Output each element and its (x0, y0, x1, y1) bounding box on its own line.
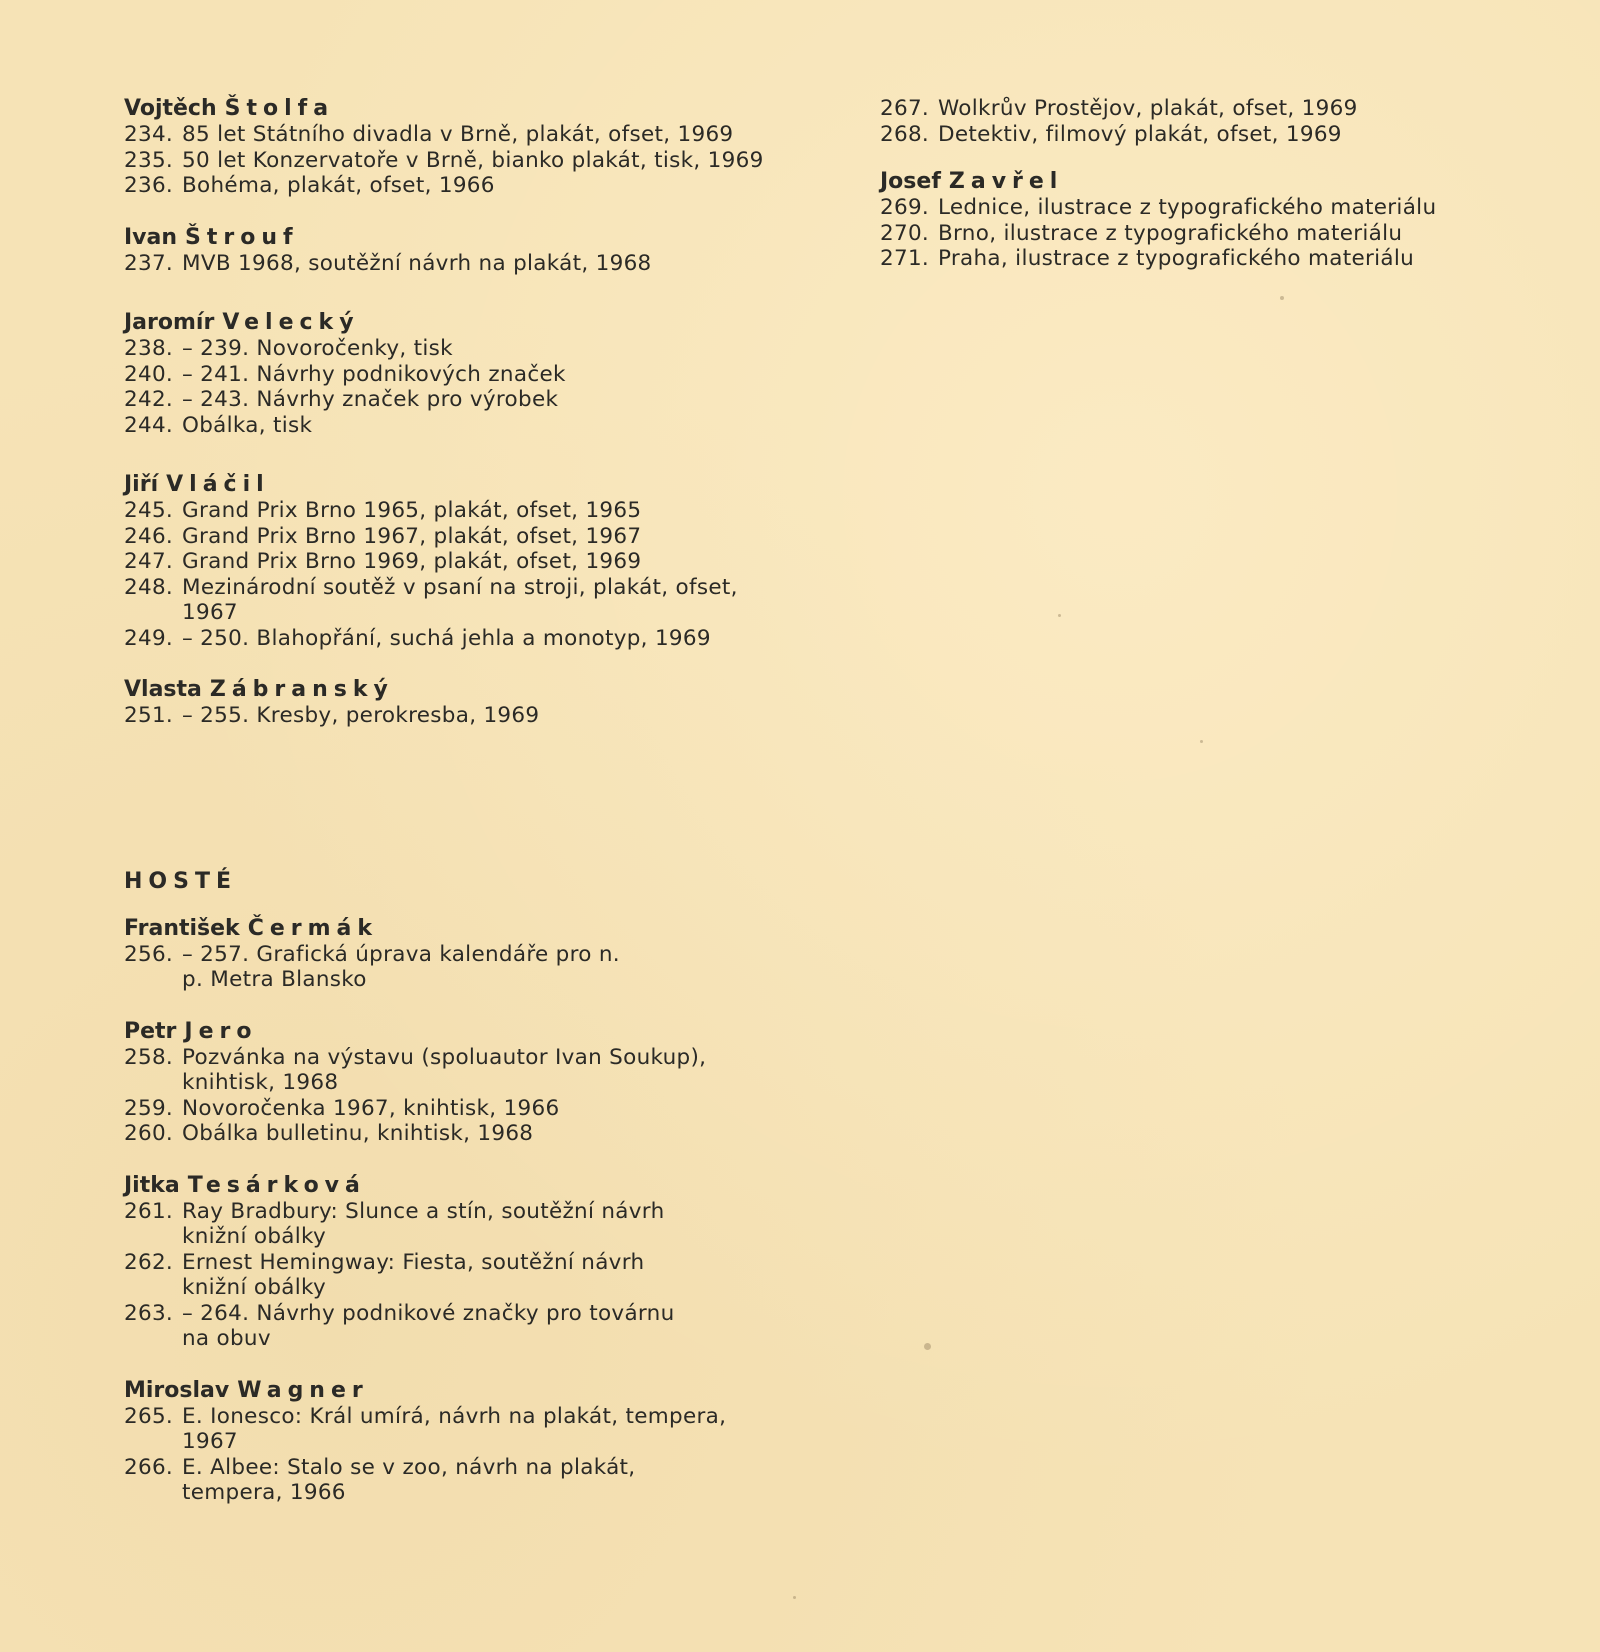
author-first-name: Jaromír (124, 310, 215, 335)
catalog-entry (124, 626, 764, 652)
entry-text: Obálka, tisk (182, 412, 313, 438)
entry-text: Praha, ilustrace z typografického materiálu (938, 246, 1415, 271)
continuation-block (880, 96, 1580, 147)
author-surname: Tesárková (187, 1172, 366, 1198)
catalog-entry (124, 703, 764, 729)
author-block-tesarkova (124, 1173, 764, 1352)
entry-number: 260. (124, 1121, 174, 1146)
entry-text: Grand Prix Brno 1965, plakát, ofset, 1965 (182, 498, 642, 523)
author-surname: Štolfa (224, 96, 335, 121)
entry-text: Ernest Hemingway: Fiesta, soutěžní návrh knižní obálky (182, 1249, 645, 1300)
catalog-entry (124, 1455, 764, 1506)
author-block-zavrel (880, 169, 1580, 272)
entry-text: Detektiv, filmový plakát, ofset, 1969 (938, 121, 1342, 147)
author-surname: Zábranský (209, 677, 394, 702)
entry-number: 245. (124, 498, 174, 523)
catalog-entry (124, 387, 764, 413)
paper-speck (924, 1343, 931, 1350)
entry-text: – 243. Návrhy značek pro výrobek (182, 387, 559, 412)
entry-text: – 255. Kresby, perokresba, 1969 (182, 703, 540, 728)
entry-number: 267. (880, 96, 930, 121)
catalog-entry (124, 122, 764, 148)
entry-text: Grand Prix Brno 1969, plakát, ofset, 1969 (182, 549, 642, 574)
author-name (124, 916, 764, 942)
entry-text: – 250. Blahopřání, suchá jehla a monotyp, 1969 (182, 625, 711, 651)
entry-number: 235. (124, 147, 174, 173)
entry-number: 249. (124, 625, 174, 651)
catalog-entry (124, 1404, 764, 1455)
catalog-entry (124, 1199, 764, 1250)
catalog-entry (880, 221, 1580, 247)
paper-speck (1200, 740, 1203, 743)
entry-text: 85 let Státního divadla v Brně, plakát, ofset, 1969 (182, 122, 734, 147)
catalog-entry (124, 1121, 764, 1147)
author-first-name: Ivan (124, 224, 178, 250)
catalog-entry (124, 148, 764, 174)
catalog-entry (124, 524, 764, 550)
author-first-name: Vlasta (124, 677, 202, 702)
entry-text: 50 let Konzervatoře v Brně, bianko plakát, tisk, 1969 (182, 147, 764, 173)
author-surname: Wagner (237, 1377, 369, 1403)
entry-text: – 241. Návrhy podnikových značek (182, 361, 566, 387)
entry-text: Lednice, ilustrace z typografického materiálu (938, 195, 1437, 220)
catalog-entry (124, 1045, 764, 1096)
catalog-entry (124, 942, 764, 993)
entry-number: 266. (124, 1454, 174, 1480)
entry-text: Wolkrův Prostějov, plakát, ofset, 1969 (938, 96, 1358, 121)
author-first-name: Vojtěch (124, 96, 217, 121)
entry-text: – 264. Návrhy podnikové značky pro továrnu na obuv (182, 1300, 675, 1351)
entry-number: 269. (880, 195, 930, 220)
entry-number: 240. (124, 361, 174, 387)
entry-number: 271. (880, 246, 930, 271)
entry-number: 244. (124, 412, 174, 438)
author-block-strouf (124, 225, 764, 277)
author-surname: Štrouf (185, 224, 299, 250)
author-surname: Vláčil (166, 472, 270, 497)
catalog-entry (880, 195, 1580, 221)
author-block-wagner (124, 1378, 764, 1506)
author-name (124, 96, 764, 122)
catalog-entry (124, 1096, 764, 1122)
author-surname: Čermák (247, 915, 379, 941)
entry-number: 236. (124, 173, 174, 198)
entry-number: 237. (124, 250, 174, 276)
author-first-name: Petr (124, 1018, 177, 1044)
paper-speck (1058, 614, 1061, 617)
author-first-name: Jitka (124, 1172, 180, 1198)
author-first-name: Jiří (124, 472, 159, 497)
author-first-name: Josef (880, 169, 941, 194)
entry-text: Ray Bradbury: Slunce a stín, soutěžní návrh knižní obálky (182, 1198, 665, 1249)
author-block-zabransky (124, 677, 764, 729)
right-column (880, 96, 1580, 298)
entry-text: Grand Prix Brno 1967, plakát, ofset, 1967 (182, 523, 642, 549)
entry-text: – 239. Novoročenky, tisk (182, 336, 453, 361)
catalog-entry (124, 173, 764, 199)
catalog-entry (124, 549, 764, 575)
catalog-entry (124, 413, 764, 439)
entry-number: 262. (124, 1249, 174, 1275)
entry-text: Mezinárodní soutěž v psaní na stroji, plakát, ofset, 1967 (182, 574, 738, 625)
catalog-entry (880, 246, 1580, 272)
catalog-entry (880, 122, 1580, 148)
paper-speck (793, 1596, 796, 1599)
author-surname: Velecký (222, 310, 360, 335)
author-surname: Jero (184, 1018, 258, 1044)
catalog-entry (124, 575, 764, 626)
catalog-entry (124, 1250, 764, 1301)
entry-number: 247. (124, 549, 174, 574)
entry-number: 261. (124, 1198, 174, 1224)
entry-text: MVB 1968, soutěžní návrh na plakát, 1968 (182, 250, 652, 276)
entry-number: 268. (880, 121, 930, 147)
entry-number: 242. (124, 387, 174, 412)
entry-text: Pozvánka na výstavu (spoluautor Ivan Soukup), knihtisk, 1968 (182, 1044, 707, 1095)
entry-text: E. Ionesco: Král umírá, návrh na plakát, tempera, 1967 (182, 1403, 727, 1454)
author-first-name: František (124, 915, 240, 941)
catalog-entry (124, 1301, 764, 1352)
entry-number: 256. (124, 941, 174, 967)
entry-number: 259. (124, 1095, 174, 1121)
entry-number: 251. (124, 703, 174, 728)
entry-text: Bohéma, plakát, ofset, 1966 (182, 173, 495, 198)
author-name (124, 1019, 764, 1045)
guests-heading: HOSTÉ (124, 868, 237, 894)
author-block-cermak (124, 916, 764, 993)
author-name (124, 225, 764, 251)
entry-text: Obálka bulletinu, knihtisk, 1968 (182, 1121, 534, 1146)
entry-number: 234. (124, 122, 174, 147)
author-name (880, 169, 1580, 195)
entry-text: E. Albee: Stalo se v zoo, návrh na plakát, tempera, 1966 (182, 1454, 636, 1505)
entry-number: 246. (124, 523, 174, 549)
author-block-velecky (124, 310, 764, 438)
entry-number: 265. (124, 1403, 174, 1429)
entry-number: 238. (124, 336, 174, 361)
entry-text: Brno, ilustrace z typografického materiálu (938, 220, 1403, 246)
author-name (124, 310, 764, 336)
left-column (124, 96, 764, 1532)
author-name (124, 472, 764, 498)
catalog-entry (124, 336, 764, 362)
author-block-jero (124, 1019, 764, 1147)
catalog-entry (880, 96, 1580, 122)
catalog-entry (124, 362, 764, 388)
entry-text: – 257. Grafická úprava kalendáře pro n. p. Metra Blansko (182, 941, 620, 992)
author-block-stolfa (124, 96, 764, 199)
author-block-vlacil (124, 472, 764, 651)
author-name (124, 1173, 764, 1199)
author-name (124, 1378, 764, 1404)
author-surname: Zavřel (948, 169, 1064, 194)
entry-number: 263. (124, 1300, 174, 1326)
catalog-entry (124, 251, 764, 277)
entry-number: 258. (124, 1044, 174, 1070)
entry-text: Novoročenka 1967, knihtisk, 1966 (182, 1095, 560, 1121)
author-first-name: Miroslav (124, 1377, 230, 1403)
author-name (124, 677, 764, 703)
entry-number: 270. (880, 220, 930, 246)
entry-number: 248. (124, 574, 174, 600)
catalog-entry (124, 498, 764, 524)
